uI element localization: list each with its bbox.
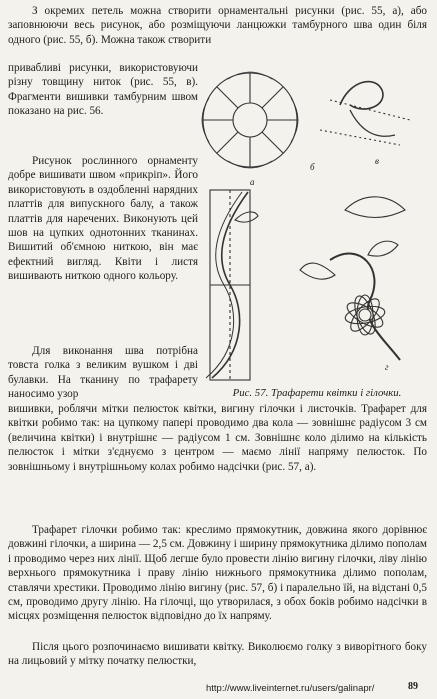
- paragraph-stencil-flower: вишивки, роблячи мітки пелюсток квітки, вигину гілочки і листочків. Трафарет для квітки робимо так: на цупкому папері проводимо два кола — зовнішнє радіусом 3 см (величина квітки) і внутрішнє — радіусом 1 см. Зовнішнє коло ділимо на кількість пелюсток і мітки з'єднуємо з центром — маємо лінії напряму пелюсток. По зовнішньому і внутрішньому колах робимо надсічки (рис. 57, а).: [8, 403, 427, 473]
- paragraph-intro: З окремих петель можна створити орнаментальні рисунки (рис. 55, а), або заповнюючи весь рисунок, або розміщуючи ланцюжки тамбурного шва один біля одного (рис. 55, б). Можна також створити: [8, 5, 427, 46]
- paragraph-start-embroidery: Після цього розпочинаємо вишивати квітку. Виколюємо голку з виворітного боку на лицьовий у мітку початку пелюстки,: [8, 641, 427, 668]
- figure-stencils: [200, 60, 434, 396]
- page-number: 89: [408, 681, 418, 692]
- stitch-detail-drawing: [320, 82, 410, 166]
- label-v: в: [375, 156, 379, 166]
- finished-flower-drawing: [300, 197, 405, 372]
- flower-stencil-drawing: [202, 72, 298, 187]
- label-a: а: [250, 177, 255, 187]
- label-g: г: [385, 362, 389, 372]
- source-url: http://www.liveinternet.ru/users/galinapr/: [206, 683, 375, 694]
- paragraph-prykrip: Рисунок рослинного орнаменту добре вишивати швом «прикріп». Його використовують в оздобленні нарядних платтів для випускного балу, а також платтів для наречених. Виконують цей шов на цупких однотонних тканинах. Вишитий об'ємною ниткою, він має ефектний вигляд. Квіти і листя вишивають ниткою одного кольору.: [8, 155, 198, 283]
- branch-stencil-drawing: [206, 162, 315, 380]
- label-b: б: [310, 162, 315, 172]
- paragraph-stencil-branch: Трафарет гілочки робимо так: креслимо прямокутник, довжина якого дорівнює довжині гілочки, а ширина — 2,5 см. Довжину і ширину прямокутника ділимо пополам і проводимо через них лінії. Щоб легше було провести лінію вигину гілочки, ліву лінію верхнього прямокутника і праву лінію нижнього прямокутника ділимо пополам, ставлячи хрестики. Проводимо лінію вигину (рис. 57, б) і паралельно їй, на відстані 0,5 см, проводимо другу лінію. На гілочці, що утворилася, з обох боків робимо надсічки в місцях розміщення пелюсток відповідно до їх напряму.: [8, 524, 427, 623]
- figure-caption: Рис. 57. Трафарети квітки і гілочки.: [232, 387, 402, 399]
- paragraph-intro-continued: привабливі рисунки, використовуючи різну товщину ниток (рис. 55, в). Фрагменти вишивки тамбурним швом показано на рис. 56.: [8, 62, 198, 118]
- paragraph-tools: Для виконання шва потрібна товста голка з великим вушком і дві булавки. На тканину по трафарету наносимо узор: [8, 345, 198, 401]
